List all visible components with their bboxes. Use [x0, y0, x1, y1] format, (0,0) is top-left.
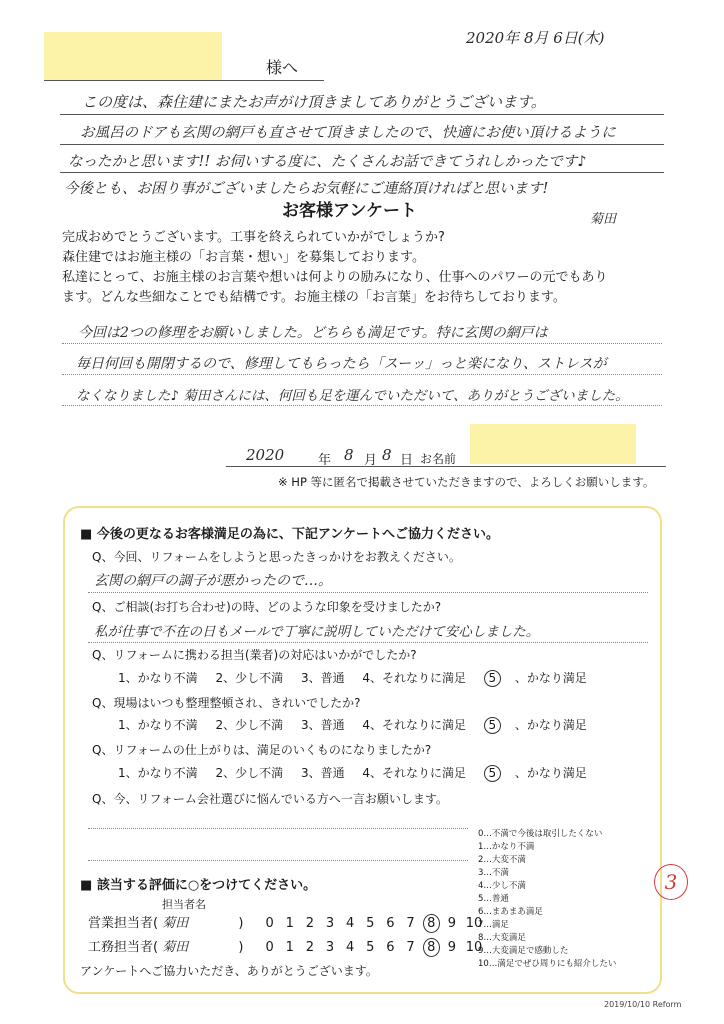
- answer-6-rule-2: [88, 860, 468, 861]
- letter-line-3: なったかと思います!! お伺いする度に、たくさんお話できてうれしかったです♪: [68, 154, 587, 170]
- letter-rule-1: [60, 114, 664, 115]
- legend-item: 4…少し不満: [478, 881, 526, 891]
- score-2[interactable]: 2: [305, 916, 314, 931]
- survey-intro-3: 私達にとって、お施主様のお言葉や想いは何よりの励みになり、仕事へのパワーの元でもあり: [62, 270, 608, 285]
- score-legend: [478, 828, 616, 971]
- question-2: Q、ご相談(お打ち合わせ)の時、どのような印象を受けましたか?: [92, 600, 442, 614]
- rating-option-1[interactable]: 1、かなり不満: [118, 718, 198, 732]
- legend-item: 8…大変満足: [478, 933, 526, 943]
- sales-score-scale: [262, 916, 484, 931]
- score-8-circled[interactable]: 8: [423, 938, 440, 957]
- score-4[interactable]: 4: [346, 916, 355, 931]
- comment-date-month: 8: [344, 446, 354, 464]
- legend-item: 0…不満で今後は取引したくない: [478, 829, 603, 839]
- rating-option-4[interactable]: 4、それなりに満足: [362, 718, 467, 732]
- score-10[interactable]: 10: [465, 916, 483, 931]
- rating-q4: [118, 716, 615, 734]
- letter-line-4: 今後とも、お困り事がございましたらお気軽にご連絡頂ければと思います!: [64, 181, 549, 197]
- survey-title: お客様アンケート: [282, 201, 417, 221]
- comment-line-1: 今回は2つの修理をお願いしました。どちらも満足です。特に玄関の網戸は: [78, 325, 548, 341]
- rating-option-5-circled: 5: [484, 765, 501, 782]
- rating-option-2[interactable]: 2、少し不満: [215, 718, 284, 732]
- legend-item: 6…まあまあ満足: [478, 907, 543, 917]
- legend-item: 9…大変満足で感動した: [478, 946, 569, 956]
- answer-1: 玄関の網戸の調子が悪かったので…。: [94, 573, 332, 589]
- letter-line-1: この度は、森住建にまたお声がけ頂きましてありがとうございます。: [82, 93, 546, 111]
- comment-rule-3: [62, 405, 662, 406]
- recipient-name-redaction: [44, 32, 222, 80]
- rating-option-5[interactable]: 5 、かなり満足: [484, 766, 601, 780]
- rating-option-1[interactable]: 1、かなり不満: [118, 671, 198, 685]
- sales-staff-name: 菊田: [162, 916, 189, 931]
- score-3[interactable]: 3: [325, 940, 335, 955]
- legend-item: 1…かなり不満: [478, 842, 535, 852]
- evaluation-heading: [80, 874, 316, 893]
- thanks-text: アンケートへご協力いただき、ありがとうございます。: [80, 964, 378, 978]
- legend-item: 3…不満: [478, 868, 509, 878]
- rating-option-5-label: かなり満足: [526, 766, 587, 780]
- rating-option-3[interactable]: 3、普通: [300, 766, 345, 780]
- legend-item: 7…満足: [478, 920, 509, 930]
- rating-option-3[interactable]: 3、普通: [300, 718, 345, 732]
- survey-intro-2: 森住建ではお施主様の「お言葉・想い」を募集しております。: [62, 250, 425, 265]
- construction-score-scale: [262, 940, 484, 955]
- comment-line-2: 毎日何回も開閉するので、修理してもらったら「スーッ」っと楽になり、ストレスが: [76, 356, 607, 372]
- questionnaire-heading: [80, 523, 499, 542]
- comment-rule-2: [62, 374, 662, 375]
- construction-staff-name: 菊田: [162, 940, 189, 955]
- rating-option-5-label: かなり満足: [526, 671, 587, 685]
- score-10[interactable]: 10: [465, 940, 483, 955]
- survey-intro-1: 完成おめでとうございます。工事を終えられていかがでしょうか?: [62, 230, 445, 245]
- legend-item: 2…大変不満: [478, 855, 526, 865]
- rating-q5: [118, 764, 615, 782]
- rating-option-4[interactable]: 4、それなりに満足: [362, 766, 467, 780]
- score-1[interactable]: 1: [285, 916, 294, 931]
- question-4: Q、現場はいつも整理整頓され、きれいでしたか?: [92, 696, 361, 710]
- rating-option-5-circled: 5: [484, 670, 501, 687]
- letter-rule-2: [60, 144, 664, 145]
- construction-staff-label: 工務担当者(: [88, 940, 159, 955]
- rating-option-3[interactable]: 3、普通: [300, 671, 345, 685]
- answer-1-rule: [88, 592, 648, 593]
- rating-option-2[interactable]: 2、少し不満: [215, 671, 284, 685]
- sales-staff-close: ): [238, 916, 244, 931]
- score-4[interactable]: 4: [346, 940, 355, 955]
- evaluation-row-sales: [88, 912, 484, 933]
- score-0[interactable]: 0: [265, 940, 274, 955]
- comment-rule-1: [62, 343, 662, 344]
- rating-option-1[interactable]: 1、かなり不満: [118, 766, 198, 780]
- evaluation-row-construction: [88, 936, 484, 957]
- score-0[interactable]: 0: [265, 916, 274, 931]
- question-6: Q、今、リフォーム会社選びに悩んでいる方へ一言お願いします。: [92, 792, 448, 806]
- anonymity-note: ※ HP 等に匿名で掲載させていただきますので、よろしくお願いします。: [278, 475, 655, 489]
- score-2[interactable]: 2: [305, 940, 314, 955]
- questionnaire-heading-text: 今後の更なるお客様満足の為に、下記アンケートへご協力ください。: [96, 527, 500, 542]
- letter-rule-3: [60, 172, 664, 173]
- letter-date: 2020年 8月 6日(木): [466, 29, 605, 47]
- answer-2: 私が仕事で不在の日もメールで丁寧に説明していただけて安心しました。: [94, 624, 540, 640]
- staff-name-header: 担当者名: [162, 898, 206, 911]
- name-label: お名前: [420, 452, 457, 466]
- recipient-underline: [44, 80, 324, 81]
- score-6[interactable]: 6: [386, 916, 395, 931]
- construction-staff-close: ): [238, 940, 244, 955]
- rating-option-5[interactable]: 5 、かなり満足: [484, 718, 601, 732]
- score-7[interactable]: 7: [406, 916, 415, 931]
- answer-6-rule-1: [88, 828, 468, 829]
- answer-2-rule: [88, 642, 648, 643]
- score-7[interactable]: 7: [406, 940, 415, 955]
- customer-name-redaction: [470, 424, 636, 464]
- score-6[interactable]: 6: [386, 940, 395, 955]
- question-1: Q、今回、リフォームをしようと思ったきっかけをお教えください。: [92, 550, 461, 564]
- rating-option-5-circled: 5: [484, 717, 501, 734]
- square-bullet-icon: ■: [80, 878, 97, 893]
- comment-date-year-unit: 年: [318, 453, 332, 468]
- score-5[interactable]: 5: [366, 940, 375, 955]
- score-9[interactable]: 9: [447, 916, 456, 931]
- sales-staff-label: 営業担当者(: [88, 916, 159, 931]
- comment-date-month-unit: 月: [364, 453, 378, 468]
- score-3[interactable]: 3: [325, 916, 335, 931]
- recipient-suffix: 様へ: [266, 58, 299, 77]
- letter-line-2: お風呂のドアも玄関の網戸も直させて頂きましたので、快適にお使い頂けるように: [80, 125, 616, 141]
- comment-date-year: 2020: [246, 446, 285, 464]
- rating-option-4[interactable]: 4、それなりに満足: [362, 671, 467, 685]
- question-3: Q、リフォームに携わる担当(業者)の対応はいかがでしたか?: [92, 648, 417, 662]
- score-8-circled[interactable]: 8: [423, 914, 440, 933]
- comment-date-day-unit: 日: [400, 453, 414, 468]
- rating-option-5[interactable]: 5 、かなり満足: [484, 671, 601, 685]
- evaluation-heading-text: 該当する評価に○をつけてください。: [96, 878, 317, 893]
- question-5: Q、リフォームの仕上がりは、満足のいくものになりましたか?: [92, 743, 432, 757]
- comment-line-3: なくなりました♪ 菊田さんには、何回も足を運んでいただいて、ありがとうございました。: [76, 388, 629, 404]
- comment-date-day: 8: [382, 446, 392, 464]
- signature-underline: [226, 466, 666, 467]
- letter-signature: 菊田: [590, 212, 617, 227]
- hand-stamp: 3: [654, 864, 688, 900]
- rating-option-5-label: かなり満足: [526, 718, 587, 732]
- legend-item: 10…満足でぜひ周りにも紹介したい: [478, 959, 617, 969]
- legend-item: 5…普通: [478, 894, 509, 904]
- rating-q3: [118, 669, 615, 687]
- footer-version: 2019/10/10 Reform: [604, 1000, 682, 1009]
- score-5[interactable]: 5: [366, 916, 375, 931]
- score-1[interactable]: 1: [285, 940, 294, 955]
- rating-option-2[interactable]: 2、少し不満: [215, 766, 284, 780]
- survey-intro-4: ます。どんな些細なことでも結構です。お施主様の「お言葉」をお待ちしております。: [62, 290, 566, 305]
- square-bullet-icon: ■: [80, 527, 97, 542]
- score-9[interactable]: 9: [447, 940, 456, 955]
